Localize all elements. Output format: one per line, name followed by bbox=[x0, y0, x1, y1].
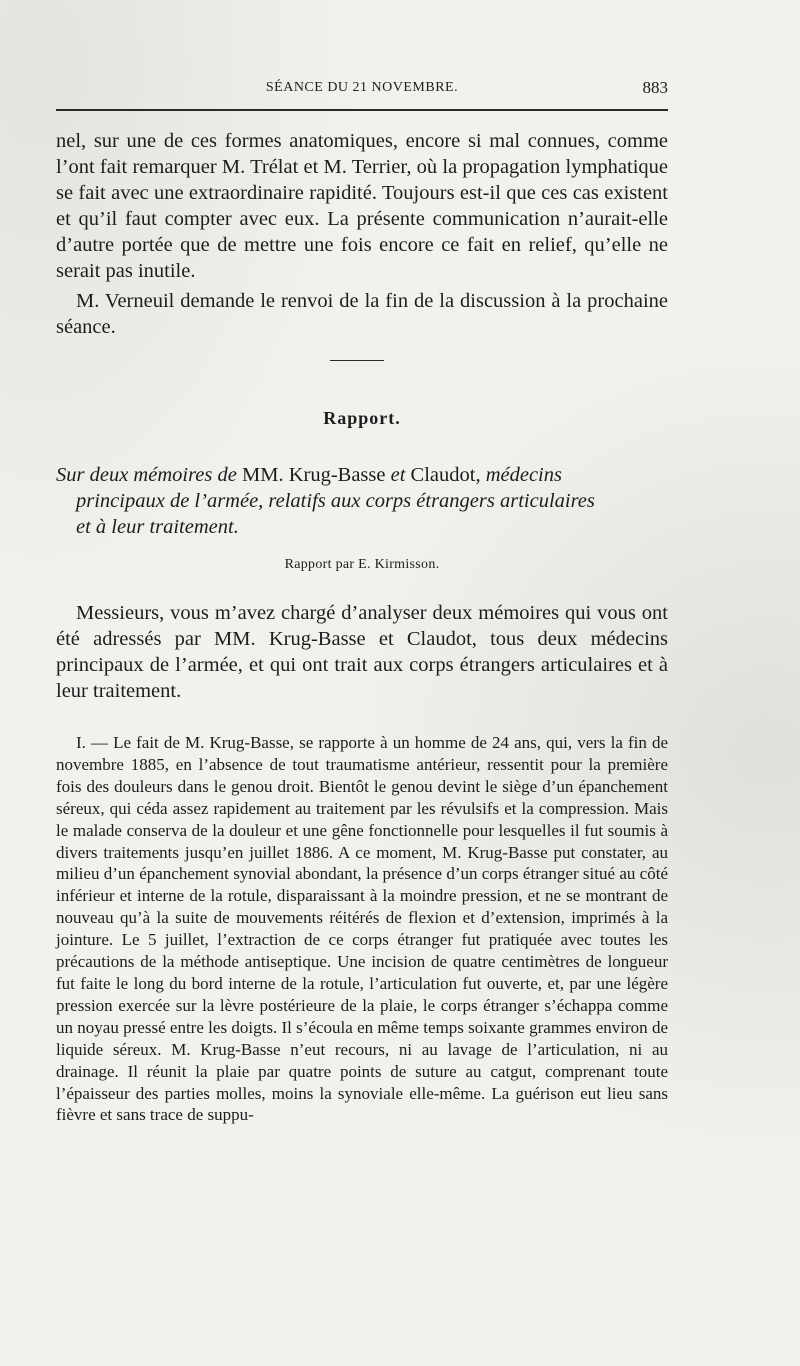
header-rule bbox=[56, 109, 668, 111]
section-heading: Rapport. bbox=[323, 408, 401, 428]
title-author-2: Claudot bbox=[410, 464, 476, 486]
paragraph-case-krug-basse: I. — Le fait de M. Krug-Basse, se rapporte à un homme de 24 ans, qui, vers la fin de novembre 1885, en l’absence de tout traumatisme antérieur, ressentit pour la première fois des douleurs dans le genou droit. Bientôt le genou devint le siège d’un épanchement séreux, qui céda assez rapidement au traitement par les révulsifs et la compression. Mais le malade conserva de la douleur et une gêne fonctionnelle pour lesquelles il fut soumis à divers traitements jusqu’en juillet 1886. A ce moment, M. Krug-Basse put constater, au milieu d’un épanchement synovial abondant, la présence d’un corps étranger situé au côté inférieur et interne de la rotule, disparaissant à la moindre pression, et ne se montrant de nouveau qu’à la suite de mouvements réitérés de flexion et d’extension, imprimés à la jointure. Le 5 juillet, l’extraction de ce corps étranger fut pratiquée avec toutes les précautions de la méthode antiseptique. Une incision de quatre centimètres de longueur fut faite le long du bord interne de la rotule, l’articulation fut ouverte, et, par une légère pression exercée sur la lèvre postérieure de la plaie, le corps étranger s’échappa comme un noyau pressé entre les doigts. Il s’écoula en même temps soixante grammes environ de liquide séreux. M. Krug-Basse n’eut recours, ni au lavage de l’articulation, ni au drainage. Il réunit la plaie par quatre points de suture au catgut, comprenant toute l’épaisseur des parties molles, moins la synoviale elle-même. La guérison eut lieu sans fièvre et sans trace de suppu- bbox=[56, 733, 668, 1125]
report-title-line-1 bbox=[56, 462, 668, 488]
title-et: et bbox=[385, 464, 411, 486]
section-separator bbox=[330, 360, 384, 361]
page-header bbox=[56, 78, 668, 102]
page-number: 883 bbox=[642, 78, 668, 97]
report-author: Rapport par E. Kirmisson. bbox=[284, 557, 440, 572]
report-title-line-2: principaux de l’armée, relatifs aux corps étrangers articulaires bbox=[76, 490, 595, 512]
report-title-line-3: et à leur traitement. bbox=[76, 516, 239, 538]
paragraph-verneuil: M. Verneuil demande le renvoi de la fin de la discussion à la prochaine séance. bbox=[56, 290, 668, 338]
report-title bbox=[56, 462, 668, 540]
paragraph-messieurs: Messieurs, vous m’avez chargé d’analyser deux mémoires qui vous ont été adressés par MM. Krug-Basse et Claudot, tous deux médecins principaux de l’armée, et qui ont trait aux corps étrangers articulaires et à leur traitement. bbox=[56, 602, 668, 702]
title-authors: MM. Krug-Basse bbox=[241, 464, 386, 486]
running-title: SÉANCE DU 21 NOVEMBRE. bbox=[265, 80, 459, 95]
title-rest: , médecins bbox=[475, 464, 562, 486]
title-prefix: Sur deux mémoires de bbox=[56, 464, 242, 486]
paragraph-continuation: nel, sur une de ces formes anatomiques, encore si mal connues, comme l’ont fait remarquer M. Trélat et M. Terrier, où la propagation lymphatique se fait avec une extraordinaire rapidité. Toujours est-il que ces cas existent et qu’il faut compter avec eux. La présente communication n’aurait-elle d’autre portée que de mettre une fois encore ce fait en relief, qu’elle ne serait pas inutile. bbox=[56, 130, 668, 282]
